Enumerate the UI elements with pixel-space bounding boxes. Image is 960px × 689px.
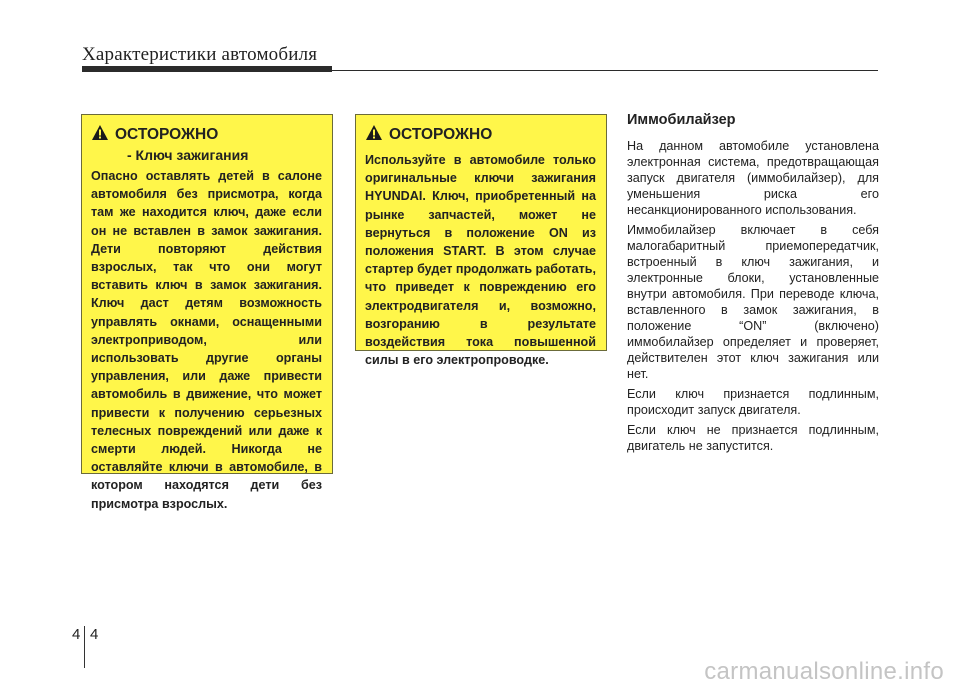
page-number: 4 (90, 626, 99, 643)
warning-label: ОСТОРОЖНО (389, 126, 493, 143)
watermark: carmanualsonline.info (704, 658, 944, 685)
warning-box-ignition-key (81, 114, 333, 511)
header-rule-thick (82, 66, 332, 72)
page-header-title: Характеристики автомобиля (82, 44, 318, 65)
warning-triangle-icon (91, 124, 109, 146)
page-number-divider (84, 626, 85, 668)
chapter-number: 4 (72, 626, 81, 643)
header-rule-thin (332, 70, 878, 71)
warning-text: Используйте в автомобиле только оригинальные ключи зажигания HYUNDAI. Ключ, приобретенный на рынке запчастей, может не вернуться в положение ON из положения START. В этом случае стартер будет продолжать работать, что приведет к повреждению его электродвигателя и, возможно, возгоранию в результате воздействия тока повышенной силы в его электропроводке. (365, 153, 596, 368)
warning-subtitle: - Ключ зажигания (127, 147, 249, 163)
warning-box-original-keys (355, 114, 607, 368)
warning-header (365, 125, 596, 145)
paragraph: Иммобилайзер включает в себя малогабаритный приемопередатчик, встроенный в ключ зажигания, и электронные блоки, установленные внутри автомобиля. При переводе ключа, вставленного в замок зажигания, в положение “ON” (включено) иммобилайзер определяет и проверяет, действителен этот ключ зажигания или нет. (627, 223, 879, 381)
paragraph: Если ключ признается подлинным, происходит запуск двигателя. (627, 387, 879, 417)
immobilizer-section (627, 112, 879, 458)
section-title: Иммобилайзер (627, 112, 736, 128)
warning-triangle-icon (365, 124, 383, 146)
warning-header (91, 125, 322, 145)
warning-text: Опасно оставлять детей в салоне автомобиля без присмотра, когда там же находится ключ, даже если он не вставлен в замок зажигания. Дети повторяют действия взрослых, так что они могут вставить ключ в замок зажигания. Ключ даст детям возможность управлять окнами, оснащенными электроприводом, или использовать другие органы управления, или даже привести автомобиль в движение, что может привести к получению серьезных телесных повреждений или даже к смерти людей. Никогда не оставляйте ключи в автомобиле, в котором находятся дети без присмотра взрослых. (91, 169, 322, 511)
paragraph: На данном автомобиле установлена электронная система, предотвращающая запуск двигателя (иммобилайзер), для уменьшения риска его несанкционированного использования. (627, 139, 879, 217)
warning-label: ОСТОРОЖНО (115, 126, 219, 143)
paragraph: Если ключ не признается подлинным, двигатель не запустится. (627, 423, 879, 453)
